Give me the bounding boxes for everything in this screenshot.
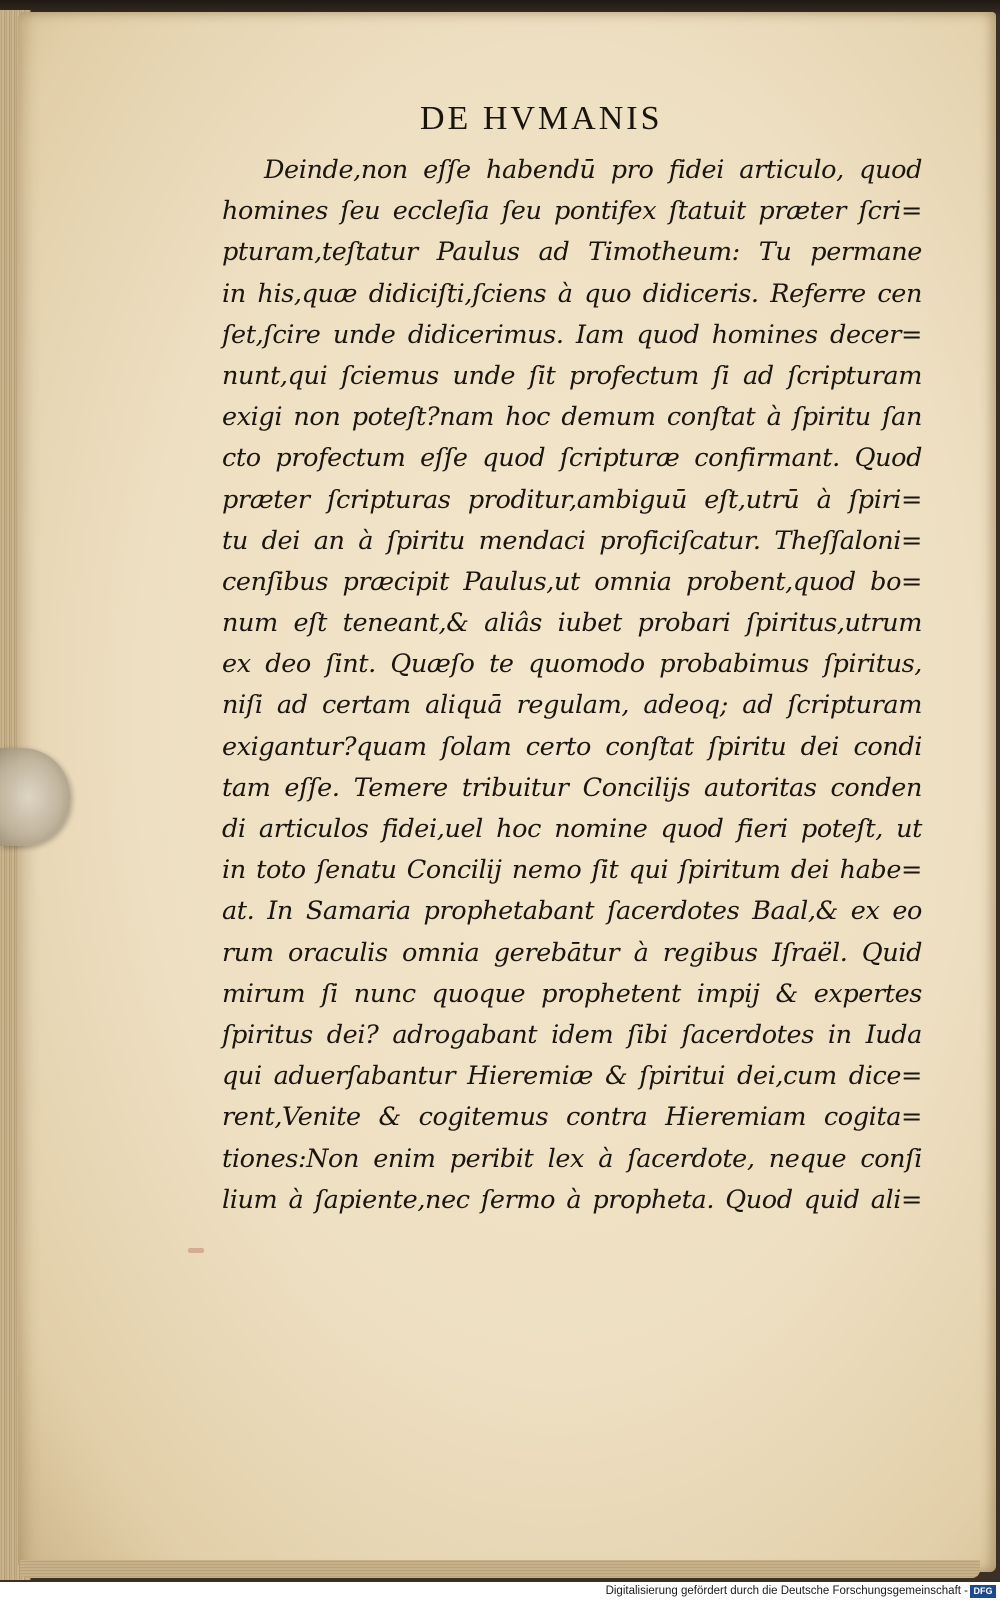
text-line: Deinde,non eſſe habendū pro fidei articulo, quod <box>264 155 922 185</box>
text-line: pturam,teſtatur Paulus ad Timotheum: Tu permane <box>222 237 922 268</box>
text-line: at. In Samaria prophetabant ſacerdotes Baal,& ex eo <box>222 896 922 927</box>
text-line: cenſibus præcipit Paulus,ut omnia probent,quod bo= <box>222 566 922 597</box>
text-line: qui aduerſabantur Hieremiæ & ſpiritui dei,cum dice= <box>222 1061 922 1092</box>
text-line: rum oraculis omnia gerebātur à regibus Iſraël. Quid <box>222 937 922 968</box>
text-line: ſet,ſcire unde didicerimus. Iam quod homines decer= <box>222 319 922 350</box>
text-line: rent,Venite & cogitemus contra Hieremiam cogita= <box>222 1102 922 1133</box>
text-line: tam eſſe. Temere tribuitur Concilijs autoritas conden <box>222 772 922 803</box>
text-line: tiones:Non enim peribit lex à ſacerdote, neque conſi <box>222 1143 922 1174</box>
text-line: in toto ſenatu Concilij nemo ſit qui ſpiritum dei habe= <box>222 855 922 886</box>
dfg-logo: DFG <box>970 1585 996 1598</box>
text-line: di articulos fidei,uel hoc nomine quod fieri poteſt, ut <box>222 814 922 844</box>
text-line: niſi ad certam aliquā regulam, adeoq; ad ſcripturam <box>222 690 922 721</box>
text-line: homines ſeu eccleſia ſeu pontifex ſtatuit præter ſcri= <box>222 196 922 227</box>
text-line: nunt,qui ſciemus unde ſit profectum ſi ad ſcripturam <box>222 360 922 391</box>
digitization-footer <box>0 1582 1000 1601</box>
text-line: num eſt teneant,& aliâs iubet probari ſpiritus,utrum <box>222 608 922 639</box>
pencil-mark <box>188 1248 204 1253</box>
text-line: exigi non poteſt?nam hoc demum conſtat à ſpiritu ſan <box>222 402 922 433</box>
text-line: exigantur?quam ſolam certo conſtat ſpiritu dei condi <box>222 731 922 762</box>
text-line: tu dei an à ſpiritu mendaci proficiſcatur. Theſſaloni= <box>222 525 922 556</box>
text-line: lium à ſapiente,nec ſermo à propheta. Quod quid ali= <box>222 1184 922 1215</box>
running-head: DE HVMANIS <box>420 100 663 137</box>
text-line: mirum ſi nunc quoque prophetent impij & expertes <box>222 978 922 1009</box>
body-text <box>222 150 922 1221</box>
text-line: præter ſcripturas proditur,ambiguū eſt,utrū à ſpiri= <box>222 484 922 515</box>
text-line: in his,quæ didiciſti,ſciens à quo didiceris. Referre cen <box>222 278 922 309</box>
text-line: cto profectum eſſe quod ſcripturæ confirmant. Quod <box>222 443 922 474</box>
text-line: ſpiritus dei? adrogabant idem ſibi ſacerdotes in Iuda <box>222 1019 922 1050</box>
text-line: ex deo ſint. Quæſo te quomodo probabimus ſpiritus, <box>222 649 922 680</box>
page-bottom-edge <box>20 1560 980 1578</box>
footer-credit: Digitalisierung gefördert durch die Deutsche Forschungsgemeinschaft - <box>605 1585 968 1597</box>
